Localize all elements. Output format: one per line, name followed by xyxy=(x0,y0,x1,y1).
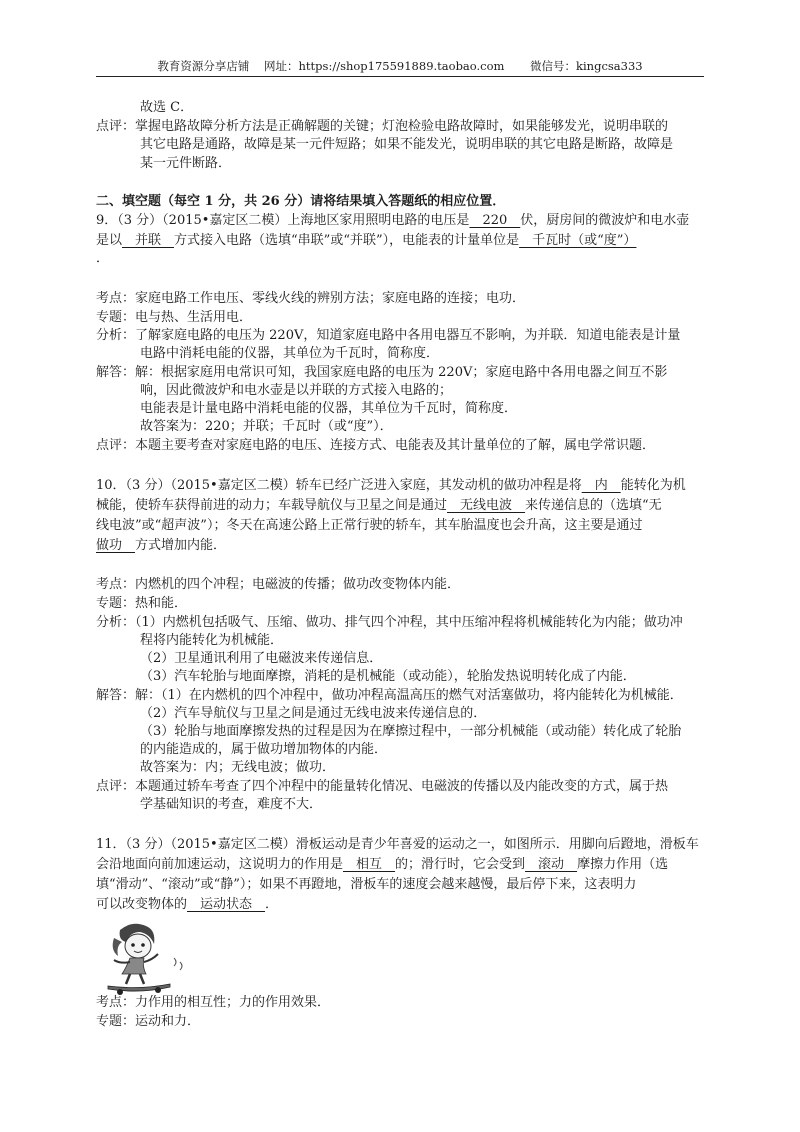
q9-fenxi-1 xyxy=(96,327,680,344)
comment-label: 点评： xyxy=(96,119,136,134)
q11-text: 会沿地面向前加速运动，这说明力的作用是 xyxy=(96,857,344,872)
q9-zhuanti xyxy=(96,309,252,326)
text: 力作用的相互性；力的作用效果． xyxy=(135,995,331,1010)
q10-fenxi-4: （3）汽车轮胎与地面摩擦，消耗的是机械能（或动能），轮胎发热说明转化成了内能． xyxy=(140,669,636,684)
header-shop: 教育资源分享店铺 xyxy=(157,59,250,73)
skateboard-girl-illustration xyxy=(100,920,192,1000)
q10-stem-line-2 xyxy=(96,497,662,514)
q9-stem-line-3: ． xyxy=(96,251,110,266)
q11-text: 摩擦力作用（选 xyxy=(577,857,669,872)
header-wechat: 微信号：kingcsa333 xyxy=(530,59,643,73)
prev-comment-line-2: 其它电路是通路，故障是某一元件短路；如果不能发光，说明串联的其它电路是断路，故障是 xyxy=(140,137,674,152)
text: （1）内燃机包括吸气、压缩、做功、排气四个冲程，其中压缩冲程将机械能转化为内能；做功冲 xyxy=(135,615,683,630)
label: 点评： xyxy=(96,438,136,453)
prev-comment-line-1 xyxy=(96,118,668,135)
q10-answer-2: 无线电波 xyxy=(447,498,526,513)
text: 内燃机的四个冲程；电磁波的传播；做功改变物体内能． xyxy=(135,577,461,592)
q10-kaodian xyxy=(96,576,460,593)
comment-text: 掌握电路故障分析方法是正确解题的关键；灯泡检验电路故障时，如果能够发光，说明串联的 xyxy=(135,119,669,134)
q11-answer-2: 滚动 xyxy=(525,857,578,872)
q10-fenxi-2: 程将内能转化为机械能． xyxy=(140,633,284,648)
q9-text: 伏，厨房间的微波炉和电水壶 xyxy=(520,213,690,228)
q9-jieda-4: 故答案为：220；并联；千瓦时（或“度”）． xyxy=(140,419,393,434)
text: 热和能． xyxy=(135,596,188,611)
q9-kaodian xyxy=(96,290,525,307)
q11-kaodian xyxy=(96,994,330,1011)
text: 家庭电路工作电压、零线火线的辨别方法；家庭电路的连接；电功． xyxy=(135,291,526,306)
label: 分析： xyxy=(96,615,136,630)
q10-text: 10．（3 分）（2015•嘉定区二模）轿车已经广泛进入家庭，其发动机的做功冲程是将 xyxy=(96,478,582,493)
q9-answer-1: 220 xyxy=(469,213,521,228)
q10-stem-line-1 xyxy=(96,477,686,494)
q9-answer-2: 并联 xyxy=(122,233,175,248)
q10-fenxi-3: （2）卫星通讯利用了电磁波来传递信息． xyxy=(140,651,383,666)
q10-zhuanti xyxy=(96,595,187,612)
label: 分析： xyxy=(96,328,136,343)
q10-text: 方式增加内能． xyxy=(135,538,227,553)
q9-text: 是以 xyxy=(96,233,123,248)
q9-stem-line-2 xyxy=(96,232,636,249)
q9-fenxi-2: 电路中消耗电能的仪器，其单位为千瓦时，简称度． xyxy=(140,346,440,361)
q11-answer-3: 运动状态 xyxy=(187,897,266,912)
header-url: 网址：https://shop175591889.taobao.com xyxy=(264,59,505,73)
q11-zhuanti xyxy=(96,1013,200,1030)
q10-jieda-3: （3）轮胎与地面摩擦发热的过程是因为在摩擦过程中，一部分机械能（或动能）转化成了轮胎 xyxy=(140,724,682,739)
q11-text: 的；滑行时，它会受到 xyxy=(395,857,526,872)
q10-text: 来传递信息的（选填“无 xyxy=(525,498,662,513)
q11-text: ． xyxy=(265,897,279,912)
q10-dianping-2: 学基础知识的考查，难度不大． xyxy=(140,797,323,812)
q11-stem-line-3: 填“滑动”、“滚动”或“静”）；如果不再蹬地，滑板车的速度会越来越慢，最后停下来，这表明力 xyxy=(96,877,637,892)
text: 本题通过轿车考查了四个冲程中的能量转化情况、电磁波的传播以及内能改变的方式，属于热 xyxy=(135,779,669,794)
q9-text: 方式接入电路（选填“串联”或“并联”），电能表的计量单位是 xyxy=(174,233,520,248)
q9-answer-3: 千瓦时（或“度”） xyxy=(519,233,637,248)
label: 解答： xyxy=(96,365,136,380)
q10-text: 械能，使轿车获得前进的动力；车载导航仪与卫星之间是通过 xyxy=(96,498,448,513)
label: 专题： xyxy=(96,310,136,325)
label: 专题： xyxy=(96,596,136,611)
q11-answer-1: 相互 xyxy=(343,857,396,872)
label: 专题： xyxy=(96,1014,136,1029)
q11-stem-line-1: 11．（3 分）（2015•嘉定区二模）滑板运动是青少年喜爱的运动之一，如图所示．用脚向后蹬地，滑板车 xyxy=(96,837,699,852)
label: 解答： xyxy=(96,688,136,703)
page-header xyxy=(96,58,704,74)
skateboard-girl-drawing xyxy=(100,920,192,1000)
q10-stem-line-3: 线电波”或“超声波”）；冬天在高速公路上正常行驶的轿车，其车胎温度也会升高，这主要是通过 xyxy=(96,518,643,533)
q9-stem-line-1 xyxy=(96,212,689,229)
q10-answer-3: 做功 xyxy=(96,538,136,553)
prev-comment-line-3: 某一元件断路． xyxy=(140,156,232,171)
text: 运动和力． xyxy=(135,1014,201,1029)
q10-fenxi-1 xyxy=(96,614,683,631)
q10-jieda-4: 的内能造成的，属于做功增加物体的内能． xyxy=(140,742,388,757)
q9-jieda-1 xyxy=(96,364,667,381)
q9-jieda-3: 电能表是计量电路中消耗电能的仪器，其单位为千瓦时，简称度． xyxy=(140,401,518,416)
q10-jieda-1 xyxy=(96,687,683,704)
text: 解：根据家庭用电常识可知，我国家庭电路的电压为 220V；家庭电路中各用电器之间互不影 xyxy=(135,365,668,380)
q10-dianping-1 xyxy=(96,778,668,795)
header-divider xyxy=(96,76,704,77)
q11-text: 可以改变物体的 xyxy=(96,897,188,912)
q10-answer-1: 内 xyxy=(581,478,621,493)
text: 本题主要考查对家庭电路的电压、连接方式、电能表及其计量单位的了解，属电学常识题． xyxy=(135,438,656,453)
label: 考点： xyxy=(96,577,136,592)
q10-stem-line-4 xyxy=(96,537,226,554)
prev-answer: 故选 C． xyxy=(140,100,194,115)
q11-stem-line-4 xyxy=(96,896,278,913)
label: 点评： xyxy=(96,779,136,794)
q9-jieda-2: 响，因此微波炉和电水壶是以并联的方式接入电路的； xyxy=(140,383,453,398)
text: 解：（1）在内燃机的四个冲程中，做功冲程高温高压的燃气对活塞做功，将内能转化为机械能． xyxy=(135,688,683,703)
section-title: 二、填空题（每空 1 分，共 26 分）请将结果填入答题纸的相应位置． xyxy=(96,194,506,209)
label: 考点： xyxy=(96,291,136,306)
q10-text: 能转化为机 xyxy=(620,478,686,493)
label: 考点： xyxy=(96,995,136,1010)
q10-jieda-5: 故答案为：内；无线电波；做功． xyxy=(140,760,336,775)
q9-text: 9．（3 分）（2015•嘉定区二模）上海地区家用照明电路的电压是 xyxy=(96,213,470,228)
q10-jieda-2: （2）汽车导航仪与卫星之间是通过无线电波来传递信息的． xyxy=(140,706,487,721)
q11-stem-line-2 xyxy=(96,856,668,873)
text: 电与热、生活用电． xyxy=(135,310,253,325)
text: 了解家庭电路的电压为 220V，知道家庭电路中各用电器互不影响，为并联．知道电能表是计量 xyxy=(135,328,681,343)
q9-dianping xyxy=(96,437,655,454)
